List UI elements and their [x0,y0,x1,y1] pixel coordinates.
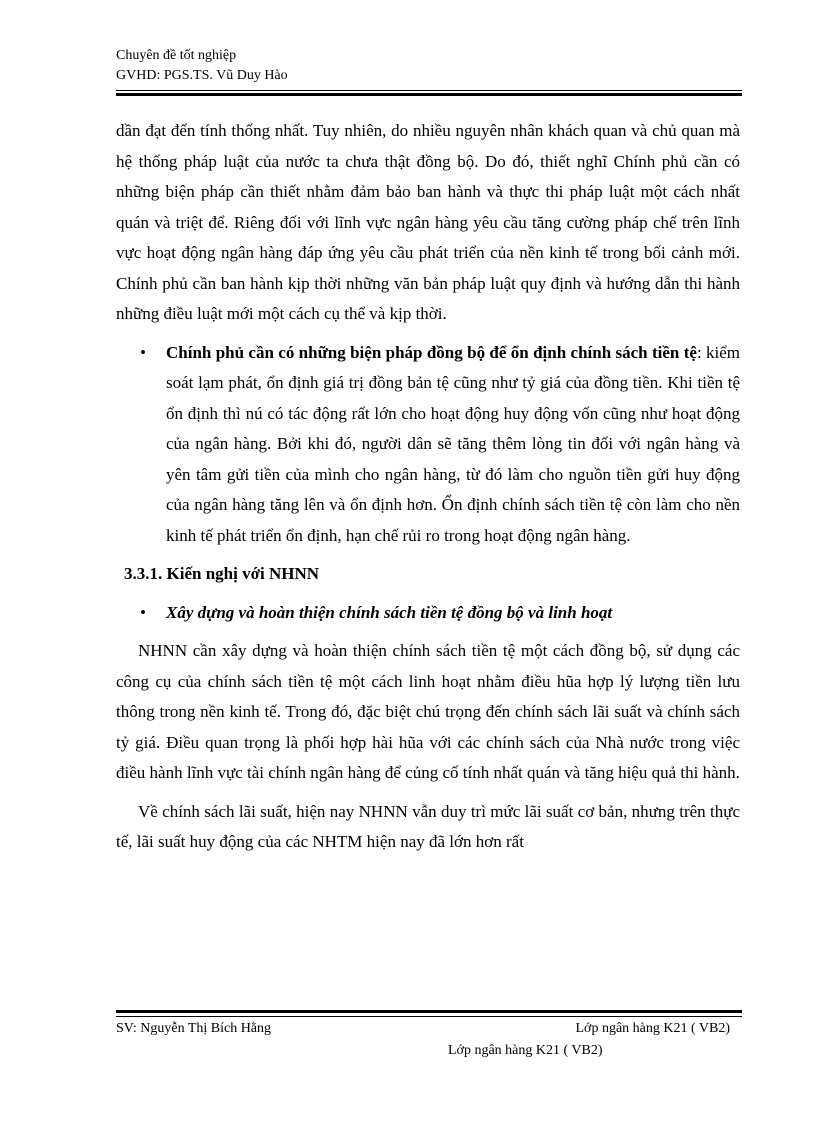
bullet-icon: • [140,342,146,362]
header-rule-thick [116,93,742,96]
header-thesis-title: Chuyên đề tốt nghiệp [116,48,237,63]
bullet-sbv-policy [116,598,740,629]
header-advisor: GVHD: PGS.TS. Vũ Duy Hào [116,68,288,83]
page-header [116,46,742,86]
header-rule-thin [116,90,742,91]
bullet-bold-lead: Chính phủ cần có những biện pháp đồng bộ để ổn định chính sách tiền tệ [166,342,697,362]
footer-rule-thick [116,1010,742,1013]
bullet-icon: • [140,602,146,622]
paragraph-interest-rate: Về chính sách lãi suất, hiện nay NHNN vẫn duy trì mức lãi suất cơ bản, nhưng trên thực tế, lãi suất huy động của các NHTM hiện nay đã lớn hơn rất [116,801,740,851]
bullet-italic-title: Xây dựng và hoàn thiện chính sách tiền tệ đồng bộ và linh hoạt [166,602,613,622]
bullet-monetary-policy [116,338,740,552]
paragraph-continuation: dần đạt đến tính thống nhất. Tuy nhiên, do nhiều nguyên nhân khách quan và chủ quan mà hệ thống pháp luật của nước ta chưa thật đồng bộ. Do đó, thiết nghĩ Chính phủ cần có những biện pháp cần thiết nhằm đảm bảo ban hành và thực thi pháp luật một cách nhất quán và triệt để. Riêng đối với lĩnh vực ngân hàng yêu cầu tăng cường pháp chế trên lĩnh vực hoạt động ngân hàng đáp ứng yêu cầu phát triển của nền kinh tế trong bối cảnh mới. Chính phủ cần ban hành kịp thời những văn bản pháp luật quy định và hướng dẫn thi hành những điều luật mới một cách cụ thể và kịp thời. [116,121,740,323]
paragraph-sbv: NHNN cần xây dựng và hoàn thiện chính sách tiền tệ một cách đồng bộ, sử dụng các công cụ của chính sách tiền tệ một cách linh hoạt nhằm điều hũa hợp lý lượng tiền lưu thông trong nền kinh tế. Trong đó, đặc biệt chú trọng đến chính sách lãi suất và chính sách tỷ giá. Điều quan trọng là phối hợp hài hũa với các chính sách của Nhà nước trong việc điều hành lĩnh vực tài chính ngân hàng để củng cố tính nhất quán và tăng hiệu quả thi hành. [116,641,740,782]
bullet-body-text: : kiểm soát lạm phát, ổn định giá trị đồng bản tệ cũng như tỷ giá của đồng tiền. Khi tiền tệ ổn định thì nú có tác động rất lớn cho hoạt động huy động vốn cũng như hoạt động của ngân hàng. Bởi khi đó, người dân sẽ tăng thêm lòng tin đối với ngân hàng và yên tâm gửi tiền của mình cho ngân hàng, từ đó làm cho nguồn tiền gửi huy động của ngân hàng tăng lên và ổn định hơn. Ổn định chính sách tiền tệ còn làm cho nền kinh tế phát triển ổn định, hạn chế rủi ro trong hoạt động ngân hàng. [166,342,741,545]
footer-class: Lớp ngân hàng K21 ( VB2) [575,1021,730,1036]
document-body [116,116,740,858]
footer-student-name: SV: Nguyễn Thị Bích Hằng [116,1021,272,1036]
footer-rule-thin [116,1016,742,1017]
section-heading: 3.3.1. Kiến nghị với NHNN [124,564,320,583]
footer-class-duplicate: Lớp ngân hàng K21 ( VB2) [448,1043,603,1058]
